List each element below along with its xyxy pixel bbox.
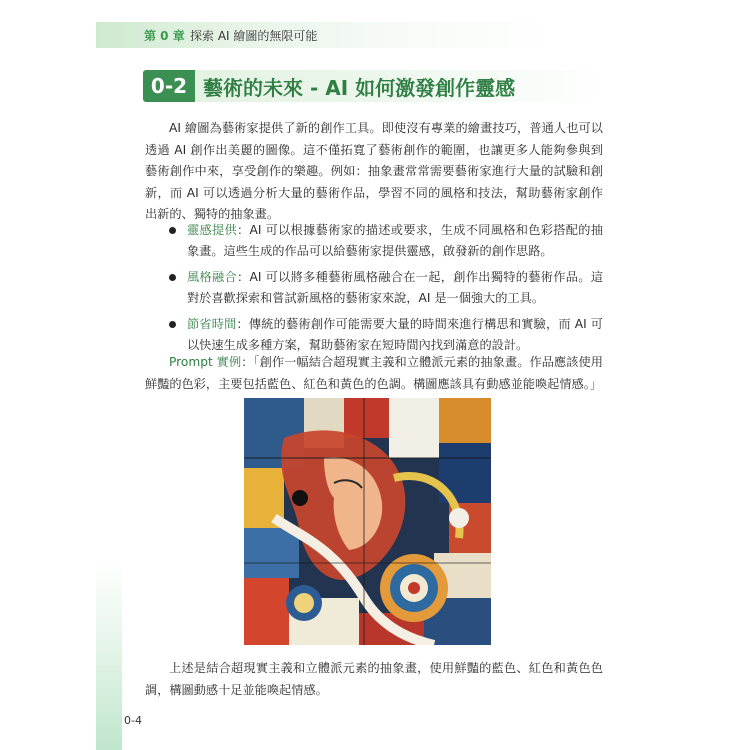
intro-paragraph: AI 繪圖為藝術家提供了新的創作工具。即使沒有專業的繪畫技巧，普通人也可以透過 AI 創作出美麗的圖像。這不僅拓寬了藝術創作的範圍，也讓更多人能夠參與到藝術創作中來，享受創作的樂趣。例如：抽象畫常常需要藝術家進行大量的試驗和創新，而 AI 可以透過分析大量的藝術作品，學習不同的風格和技法，幫助藝術家創作出新的、獨特的抽象畫。 (145, 121, 603, 221)
prompt-example (145, 352, 603, 395)
artwork-graphic (244, 398, 491, 645)
bullet-style-fusion (145, 267, 603, 309)
abstract-artwork-image (244, 398, 491, 645)
prompt-text: ：「創作一幅結合超現實主義和立體派元素的抽象畫。作品應該使用鮮豔的色彩，主要包括藍色、紅色和黃色的色調。構圖應該具有動感並能喚起情感。」 (145, 355, 603, 391)
bullet-dot-icon (169, 227, 176, 234)
bullet-text: ：AI 可以根據藝術家的描述或要求，生成不同風格和色彩搭配的抽象畫。這些生成的作品可以給藝術家提供靈感，啟發新的創作思路。 (187, 223, 604, 258)
bullet-term: 風格融合 (187, 270, 238, 284)
page-side-decoration (96, 560, 122, 750)
chapter-number: 第 0 章 (144, 29, 185, 43)
bullet-dot-icon (169, 321, 176, 328)
section-title: 藝術的未來 - AI 如何激發創作靈感 (203, 76, 516, 100)
bullet-text: ：傳統的藝術創作可能需要大量的時間來進行構思和實驗，而 AI 可以快速生成多種方案，幫助藝術家在短時間內找到滿意的設計。 (187, 317, 603, 352)
bullet-save-time (145, 314, 603, 356)
page-number: 0-4 (124, 714, 142, 727)
bullet-term: 靈感提供 (187, 223, 238, 237)
conclusion-paragraph: 上述是結合超現實主義和立體派元素的抽象畫，使用鮮豔的藍色、紅色和黃色色調，構圖動感十足並能喚起情感。 (145, 661, 603, 697)
bullet-inspiration (145, 220, 603, 262)
section-number-badge: 0-2 (143, 70, 195, 102)
bullet-dot-icon (169, 274, 176, 281)
chapter-title: 探索 AI 繪圖的無限可能 (190, 29, 318, 43)
bullet-term: 節省時間 (187, 317, 237, 331)
prompt-label: Prompt 實例 (169, 355, 242, 369)
feature-bullet-list (145, 220, 603, 361)
bullet-text: ：AI 可以將多種藝術風格融合在一起，創作出獨特的藝術作品。這對於喜歡探索和嘗試新風格的藝術家來說，AI 是一個強大的工具。 (187, 270, 604, 305)
